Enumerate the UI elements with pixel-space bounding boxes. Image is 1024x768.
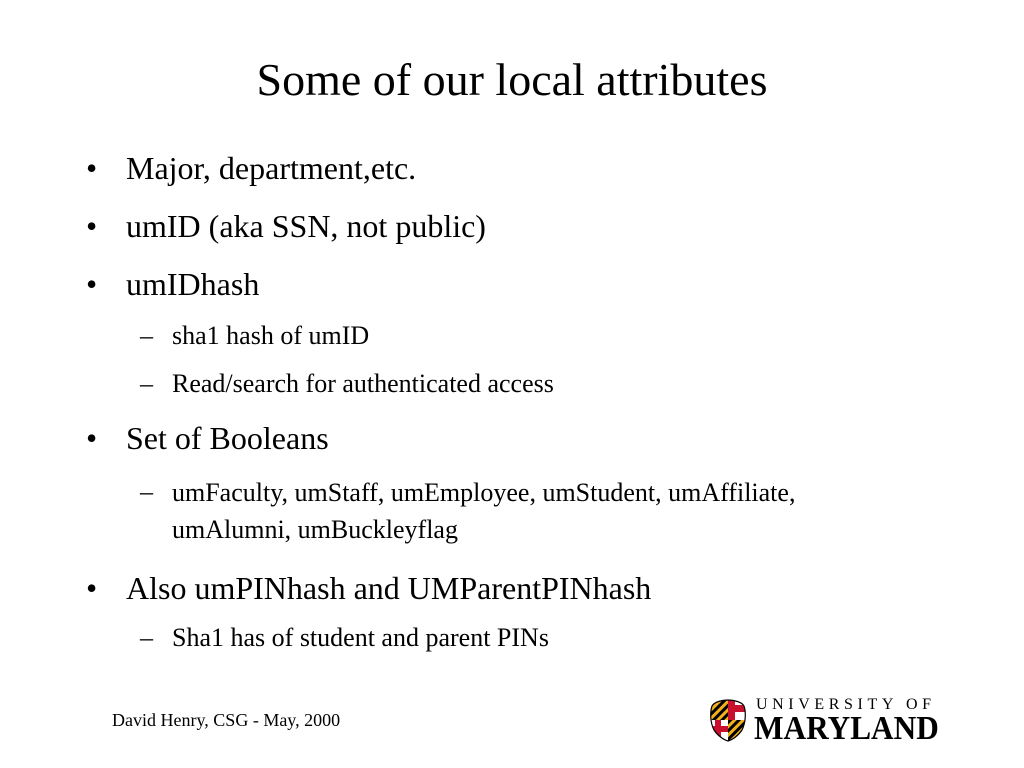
bullet-text: umIDhash xyxy=(126,266,260,302)
university-logo xyxy=(706,694,946,746)
bullet-text: Set of Booleans xyxy=(126,420,329,456)
bullet-text: Major, department,etc. xyxy=(126,150,417,186)
sub-bullet-text: umFaculty, umStaff, umEmployee, umStudent, umAffiliate, umAlumni, umBuckleyflag xyxy=(172,478,796,544)
sub-bullet-marker: – xyxy=(140,477,153,506)
footer-author-date: David Henry, CSG - May, 2000 xyxy=(112,710,341,730)
slide-title: Some of our local attributes xyxy=(256,54,768,105)
bullet-text: Also umPINhash and UMParentPINhash xyxy=(126,570,652,606)
sub-bullet-text: Read/search for authenticated access xyxy=(172,369,554,398)
sub-bullet-text: sha1 hash of umID xyxy=(172,321,370,350)
bullet-marker: • xyxy=(86,150,98,186)
logo-university-of: UNIVERSITY OF xyxy=(756,696,936,713)
maryland-flag-seal-icon xyxy=(708,698,748,742)
sub-bullet-marker: – xyxy=(140,623,153,652)
sub-bullet-marker: – xyxy=(140,369,153,398)
bullet-marker: • xyxy=(86,420,98,456)
bullet-marker: • xyxy=(86,266,98,302)
sub-bullet-marker: – xyxy=(140,321,153,350)
bullet-text: umID (aka SSN, not public) xyxy=(126,208,486,244)
sub-bullet-text: Sha1 has of student and parent PINs xyxy=(172,623,549,652)
logo-maryland: MARYLAND xyxy=(754,710,939,747)
bullet-marker: • xyxy=(86,208,98,244)
bullet-marker: • xyxy=(86,570,98,606)
